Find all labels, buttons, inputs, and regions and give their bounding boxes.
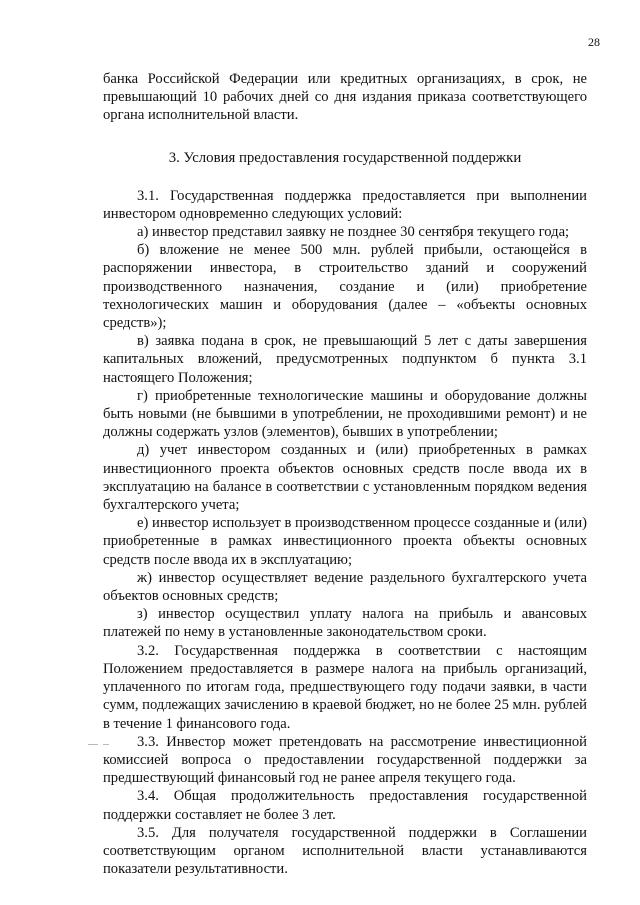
list-item-e: е) инвестор использует в производственном процессе созданные и (или) приобретенные в рамках инвестиционного проекта объекты основных средств после ввода их в эксплуатацию;	[103, 515, 587, 568]
paragraph-3-2: 3.2. Государственная поддержка в соответствии с настоящим Положением предоставляется в размере налога на прибыль организаций, уплаченного по итогам года, предшествующего году подачи заявки, в части сумм, подлежащих зачислению в краевой бюджет, но не более 25 млн. рублей в течение 1 финансового года.	[103, 642, 587, 732]
paragraph-3-5: 3.5. Для получателя государственной поддержки в Соглашении соответствующим органом исполнительной власти устанавливаются показатели результативности.	[103, 824, 587, 878]
list-item-a: а) инвестор представил заявку не позднее 30 сентября текущего года;	[137, 224, 570, 241]
list-item-b: б) вложение не менее 500 млн. рублей прибыли, остающейся в распоряжении инвестора, в строительство зданий и сооружений производственного назначения, создание и (или) приобретение технологических машин и оборудования (далее – «объекты основных средств»);	[103, 242, 587, 332]
list-item-v: в) заявка подана в срок, не превышающий 5 лет с даты завершения капитальных вложений, предусмотренных подпунктом б пункта 3.1 настоящего Положения;	[103, 333, 587, 386]
paragraph-3-3: 3.3. Инвестор может претендовать на рассмотрение инвестиционной комиссией вопроса о предоставлении государственной поддержки за предшествующий финансовый год не ранее апреля текущего года.	[103, 733, 587, 787]
page-number: 28	[588, 35, 600, 49]
section-title: 3. Условия предоставления государственной поддержки	[168, 149, 522, 166]
paragraph-3-1: 3.1. Государственная поддержка предоставляется при выполнении инвестором одновременно следующих условий:	[103, 187, 587, 222]
paragraph-3-4: 3.4. Общая продолжительность предоставления государственной поддержки составляет не более 3 лет.	[103, 788, 587, 823]
scan-artifact-mark	[88, 744, 98, 745]
list-item-z: з) инвестор осуществил уплату налога на прибыль и авансовых платежей по нему в установленные законодательством сроки.	[103, 606, 587, 641]
document-body	[103, 70, 587, 878]
list-item-g: г) приобретенные технологические машины и оборудование должны быть новыми (не бывшими в употреблении, не проходившими ремонт) и не должны содержать узлов (элементов), бывших в употреблении;	[103, 387, 587, 441]
intro-paragraph: банка Российской Федерации или кредитных организациях, в срок, не превышающий 10 рабочих дней со дня издания приказа соответствующего органа исполнительной власти.	[103, 71, 587, 124]
list-item-d: д) учет инвестором созданных и (или) приобретенных в рамках инвестиционного проекта объектов основных средств после ввода их в эксплуатацию на балансе в соответствии с установленным порядком ведения бухгалтерского учета;	[103, 442, 587, 514]
scan-artifact-mark	[103, 744, 109, 745]
list-item-zh: ж) инвестор осуществляет ведение раздельного бухгалтерского учета объектов основных средств;	[103, 569, 587, 605]
